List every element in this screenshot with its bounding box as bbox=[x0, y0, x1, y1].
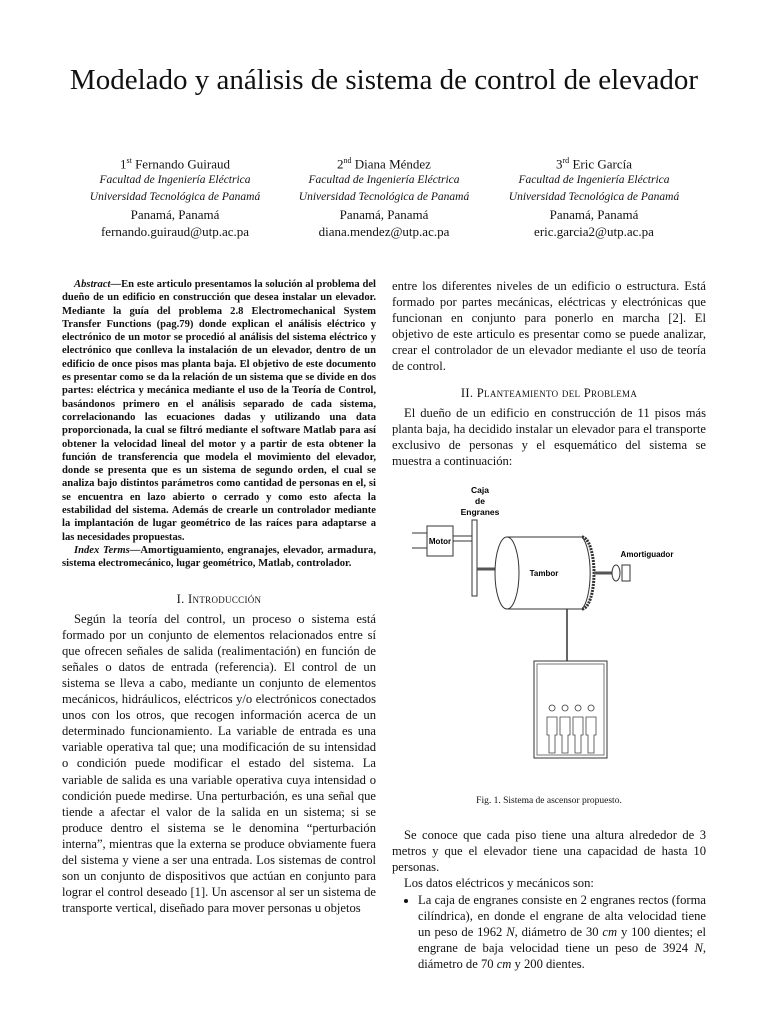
author-ordinal-sup: st bbox=[126, 156, 132, 165]
author-ordinal: 1 bbox=[119, 156, 127, 172]
label-engranes: Engranes bbox=[460, 507, 500, 518]
label-de: de bbox=[475, 496, 485, 507]
damper bbox=[612, 565, 620, 581]
bullet-text: , diámetro de 30 bbox=[514, 924, 603, 939]
paper-title: Modelado y análisis de sistema de control de elevador bbox=[69, 64, 699, 96]
author-email: eric.garcia2@utp.ac.pa bbox=[534, 224, 654, 240]
section-number: II. bbox=[460, 385, 474, 400]
intro-paragraph-continued: entre los diferentes niveles de un edificio o estructura. Está formado por partes mecánicas, eléctricas y electrónicas que funcionan en conjunto para ponerlo en marcha [2]. El objetivo de este articulo es presentar como se puede analizar, crear el controlador de un elevador mediante el uso de teoría de control. bbox=[392, 279, 706, 374]
data-intro-paragraph: Los datos eléctricos y mecánicos son: bbox=[404, 876, 594, 891]
unit: cm bbox=[602, 924, 618, 939]
index-terms bbox=[62, 544, 376, 571]
bullet-text: , diámetro de 70 bbox=[418, 940, 706, 971]
author-email: fernando.guiraud@utp.ac.pa bbox=[100, 224, 250, 240]
intro-paragraph: Según la teoría del control, un proceso o sistema está formado por un conjunto de elementos relacionados entre sí que ofrecen señales de salida (realimentación) en función de señales o datos de entrada (referencia). El control de un sistema se lleva a cabo, mediante un conjunto de elementos mecánicos, hidráulicos, eléctricos y/o electrónicos conectados unos con los otros, que recogen información acerca de un determinado funcionamiento. La variable de entrada es una variable operativa tal que; una modificación de su intensidad o condición puede modificar el estado del sistema. La variable de salida es una variable operativa cuya intensidad o condición puede medirse. Una perturbación, es una señal que tiende a afectar el valor de la salida en un sistema; si se produce dentro el sistema se le denomina “perturbación interna”, mientras que la externa se produce obviamente fuera del sistema y viene a ser una entrada. Los sistemas de control son un conjunto de dispositivos que actúan en conjunto para lograr el control deseado [1]. Un ascensor al ser un sistema de transporte vertical, diseñado para mover personas u objetos bbox=[62, 611, 376, 916]
section-number: I. bbox=[176, 591, 185, 606]
building-paragraph: Se conoce que cada piso tiene una altura alrededor de 3 metros y que el elevador tiene una capacidad de hasta 10 personas. bbox=[392, 828, 706, 875]
gearbox bbox=[472, 520, 477, 596]
label-tambor: Tambor bbox=[529, 569, 559, 579]
abstract-label: Abstract bbox=[74, 279, 111, 290]
author-location: Panamá, Panamá bbox=[130, 207, 220, 223]
abstract bbox=[62, 278, 376, 544]
bullet-text: y 100 dientes; el engrane de baja velocidad tiene un peso de 3924 bbox=[418, 924, 706, 955]
drum bbox=[495, 537, 519, 609]
author-faculty: Facultad de Ingeniería Eléctrica bbox=[99, 174, 251, 187]
elevator-diagram bbox=[392, 481, 706, 781]
author-name: Eric García bbox=[572, 156, 632, 172]
author-location: Panamá, Panamá bbox=[339, 207, 429, 223]
author-university: Universidad Tecnológica de Panamá bbox=[89, 191, 261, 204]
section-title: Planteamiento del Problema bbox=[476, 385, 638, 400]
elevator-cabin bbox=[534, 661, 607, 758]
author-university: Universidad Tecnológica de Panamá bbox=[508, 191, 680, 204]
unit: N bbox=[506, 924, 515, 939]
section-title: Introducción bbox=[188, 591, 262, 606]
author-location: Panamá, Panamá bbox=[549, 207, 639, 223]
author-1 bbox=[65, 152, 285, 240]
left-column bbox=[62, 278, 376, 916]
list-item bbox=[418, 892, 706, 972]
index-terms-text: —Amortiguamiento, engranajes, elevador, armadura, sistema electromecánico, lugar geométrico, Matlab, controlador. bbox=[62, 544, 376, 570]
figure-1 bbox=[392, 481, 706, 781]
unit: N bbox=[694, 940, 703, 955]
author-2 bbox=[274, 152, 494, 240]
unit: cm bbox=[496, 956, 512, 971]
figure-caption: Fig. 1. Sistema de ascensor propuesto. bbox=[476, 796, 622, 807]
author-3 bbox=[484, 152, 704, 240]
author-ordinal-sup: rd bbox=[562, 156, 570, 165]
bullet-text: y 200 dientes. bbox=[511, 956, 585, 971]
author-name: Fernando Guiraud bbox=[135, 156, 231, 172]
author-name: Diana Méndez bbox=[354, 156, 431, 172]
section-heading-2 bbox=[392, 385, 706, 401]
section-heading-1 bbox=[62, 591, 376, 607]
abstract-text: —En este articulo presentamos la solución al problema del dueño de un edificio en construcción que desea instalar un elevador. Mediante la guía del problema 2.8 Electromechanical System Transfer Functions (pag.79) donde explican el análisis eléctrico y electrónico de un motor se procedió al análisis del sistema eléctrico y electrónico que conlleva la instalación de un elevador, dentro de un edificio de once pisos mas planta baja. El objetivo de este documento es presentar como se da la relación de un sistema que se divide en dos partes: eléctrica y mecánica mediante el uso de la Teoría de Control, basándonos primero en el análisis separado de cada sistema, correlacionando las ecuaciones dadas y utilizando una data proporcionada, la cual se filtró mediante el software Matlab para así obtener la velocidad lineal del motor y a partir de esta obtener la función de transferencia que modela el movimiento del elevador, donde se presenta que es un sistema de segundo orden, el cual se analiza bajo distintos parámetros como cantidad de personas en el, si se encuentra en lazo abierto o cerrado y como esto afecta la estabilidad del sistema. Además de crearle un controlador mediante la implantación de lugar geométrico de las raíces para adaptarse a las necesidades propuestas. bbox=[62, 279, 376, 543]
author-faculty: Facultad de Ingeniería Eléctrica bbox=[308, 174, 460, 187]
data-list bbox=[392, 892, 706, 972]
author-ordinal-sup: nd bbox=[343, 156, 352, 165]
label-amortiguador: Amortiguador bbox=[620, 550, 674, 560]
bullet-text: La caja de engranes consiste en 2 engranes rectos (forma cilíndrica), en donde el engrane de alta velocidad tiene un peso de 1962 bbox=[418, 892, 706, 939]
author-email: diana.mendez@utp.ac.pa bbox=[318, 224, 450, 240]
author-ordinal: 2 bbox=[337, 156, 344, 172]
author-faculty: Facultad de Ingeniería Eléctrica bbox=[518, 174, 670, 187]
problem-paragraph: El dueño de un edificio en construcción de 11 pisos más planta baja, ha decidido instalar un elevador para el transporte exclusivo de personas y el esquemático del sistema se muestra a continuación: bbox=[392, 405, 706, 468]
author-university: Universidad Tecnológica de Panamá bbox=[298, 191, 470, 204]
index-terms-label: Index Terms bbox=[74, 544, 130, 556]
right-column bbox=[392, 278, 706, 972]
label-caja: Caja bbox=[471, 485, 489, 496]
author-ordinal: 3 bbox=[556, 156, 563, 172]
label-motor: Motor bbox=[428, 537, 452, 547]
